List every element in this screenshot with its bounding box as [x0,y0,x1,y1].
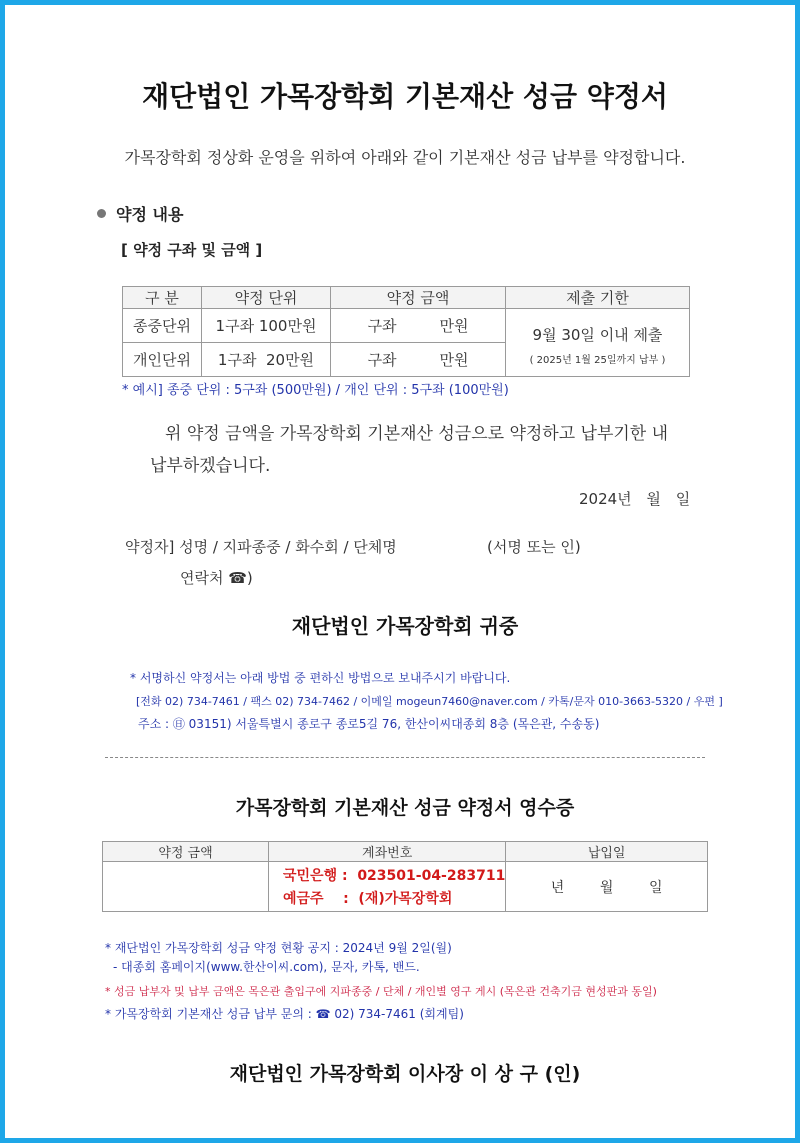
date-line: 2024년 월 일 [579,490,691,508]
cut-line [105,757,705,758]
footnote: * 성금 납부자 및 납부 금액은 목은관 출입구에 지파종중 / 단체 / 개인별 영구 게시 (목은관 건축기금 현성판과 동일) [105,985,657,998]
footnote: * 재단법인 가목장학회 성금 약정 현황 공지 : 2024년 9월 2일(월) [105,941,452,955]
footnote: - 대종회 홈페이지(www.한산이씨.com), 문자, 카톡, 밴드. [113,960,420,974]
contact-label: 연락처 ☎) [180,569,253,587]
send-methods: [전화 02) 734-7461 / 팩스 02) 734-7462 / 이메일 mogeun7460@naver.com / 카톡/문자 010-3663-5320 / 우편 ] [136,695,723,708]
amount-cell [103,862,269,912]
pledge-table [122,286,690,377]
example-note: * 예시] 종중 단위 : 5구좌 (500만원) / 개인 단위 : 5구좌 (100만원) [122,383,509,398]
receipt-title: 가목장학회 기본재산 성금 약정서 영수증 [235,797,575,819]
chairman-signature: 재단법인 가목장학회 이사장 이 상 구 (인) [229,1063,581,1085]
table-header-row [103,842,708,862]
mailing-address: 주소 : ㊐ 03151) 서울특별시 종로구 종로5길 76, 한산이씨대종회 8층 (목은관, 수송동) [138,717,600,731]
row-amount: 구좌 만원 [331,309,506,343]
deadline-cell [506,309,690,377]
signature-label: (서명 또는 인) [487,538,581,556]
account-cell [269,862,506,912]
section-subheading: [ 약정 구좌 및 금액 ] [121,241,263,259]
table-row [103,862,708,912]
intro-text: 가목장학회 정상화 운영을 위하여 아래와 같이 기본재산 성금 납부를 약정합니다. [124,148,686,167]
pledge-statement: 위 약정 금액을 가목장학회 기본재산 성금으로 약정하고 납부기한 내 [165,424,669,444]
deadline-text: 9월 30일 이내 제출 [532,325,663,344]
row-unit: 1구좌 20만원 [202,343,331,377]
footnote: * 가목장학회 기본재산 성금 납부 문의 : ☎ 02) 734-7461 (회계팀) [105,1007,464,1021]
account-holder: 예금주 : (재)가목장학회 [283,891,453,907]
table-header-row [123,287,690,309]
table-row [123,309,690,343]
addressee: 재단법인 가목장학회 귀중 [291,614,519,638]
send-note: * 서명하신 약정서는 아래 방법 중 편하신 방법으로 보내주시기 바랍니다. [130,671,511,685]
table-header: 약정 금액 [331,287,506,309]
pay-date: 년 월 일 [506,862,708,912]
receipt-table [102,841,708,912]
table-header: 구 분 [123,287,202,309]
table-header: 약정 금액 [103,842,269,862]
pledge-statement-end: 납부하겠습니다. [150,456,271,476]
pledger-label: 약정자] 성명 / 지파종중 / 화수회 / 단체명 [125,538,397,556]
table-header: 납입일 [506,842,708,862]
row-unit: 1구좌 100만원 [202,309,331,343]
table-header: 약정 단위 [202,287,331,309]
row-amount: 구좌 만원 [331,343,506,377]
table-header: 계좌번호 [269,842,506,862]
row-type: 종중단위 [123,309,202,343]
table-header: 제출 기한 [506,287,690,309]
deadline-note: ( 2025년 1월 25일까지 납부 ) [529,354,666,366]
bank-account: 국민은행 : 023501-04-283711 [283,868,506,884]
bullet-icon [97,209,106,218]
section-heading: 약정 내용 [116,205,184,224]
document-title: 재단법인 가목장학회 기본재산 성금 약정서 [142,80,668,113]
row-type: 개인단위 [123,343,202,377]
